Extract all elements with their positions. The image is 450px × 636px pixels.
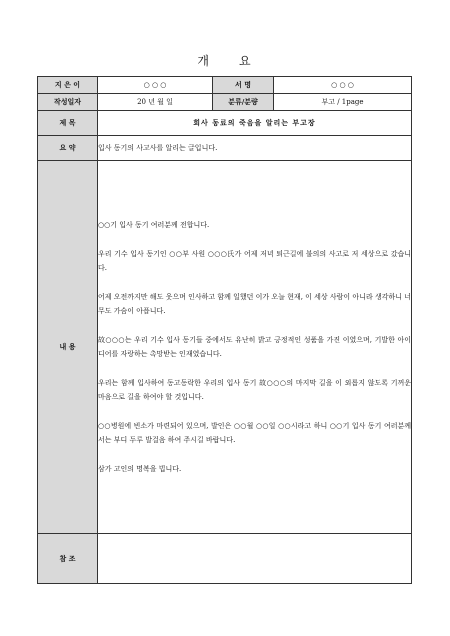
- date-value: 20 년 월 일: [98, 94, 213, 111]
- title-char-2: 요: [239, 54, 253, 68]
- date-row: [38, 94, 412, 111]
- content-body: [98, 161, 412, 534]
- content-row: [38, 161, 412, 534]
- content-paragraph-6: ○○병원에 빈소가 마련되어 있으며, 발인은 ○○월 ○○일 ○○시라고 하니 ○○기 입사 동기 여러분께서는 부디 두루 발걸음 하여 주시길 바랍니다.: [98, 422, 411, 444]
- reference-value: [98, 534, 412, 584]
- content-paragraph-1: ○○기 입사 동기 여러분께 전합니다.: [98, 221, 210, 229]
- content-label: 내 용: [38, 161, 98, 534]
- category-value: 부고 / 1page: [274, 94, 412, 111]
- author-row: [38, 77, 412, 94]
- summary-label: 요 약: [38, 136, 98, 161]
- content-paragraph-3: 어제 오전까지만 해도 웃으며 인사하고 함께 일했던 이가 오늘 현재, 이 세상 사람이 아니라 생각하니 너무도 가슴이 아픕니다.: [98, 293, 411, 315]
- subject-row: [38, 111, 412, 136]
- subject-value: 회사 동료의 죽음을 알리는 부고장: [98, 111, 412, 136]
- subject-label: 제 목: [38, 111, 98, 136]
- reference-label: 참 조: [38, 534, 98, 584]
- content-paragraph-4: 故○○○는 우리 기수 입사 동기들 중에서도 유난히 밝고 긍정적인 성품을 가진 이였으며, 기발한 아이디어를 자랑하는 촉망받는 인재였습니다.: [98, 336, 411, 358]
- author-value: ○ ○ ○: [98, 77, 213, 94]
- content-paragraph-7: 삼가 고인의 명복을 빕니다.: [98, 465, 182, 473]
- title-char-1: 개: [197, 54, 211, 68]
- reference-row: [38, 534, 412, 584]
- document-title: [0, 52, 450, 69]
- signature-value: ○ ○ ○: [274, 77, 412, 94]
- summary-row: [38, 136, 412, 161]
- category-label: 분류/분량: [213, 94, 274, 111]
- author-label: 지 은 이: [38, 77, 98, 94]
- summary-value: 입사 동기의 사고사를 알리는 글입니다.: [98, 136, 412, 161]
- date-label: 작성일자: [38, 94, 98, 111]
- summary-form-table: [37, 76, 412, 584]
- content-paragraph-5: 우리는 함께 입사하여 동고동락한 우리의 입사 동기 故○○○의 마지막 길을 이 외롭지 않도록 기꺼운 마음으로 길을 하여야 할 것입니다.: [98, 379, 411, 401]
- signature-label: 서 명: [213, 77, 274, 94]
- content-paragraph-2: 우리 기수 입사 동기인 ○○부 사원 ○○○氏가 어제 저녁 퇴근길에 불의의 사고로 저 세상으로 갔습니다.: [98, 250, 411, 272]
